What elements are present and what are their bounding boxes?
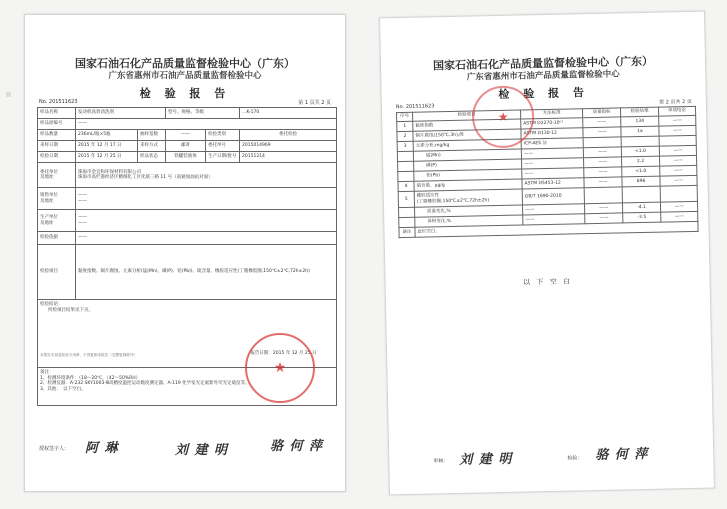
value-client: 珠海市金宜和环保材料有限公司 珠海市高栏港经济区精细化工区化联三路 11 号（南通加油站对面） — [76, 163, 337, 188]
value-sample-state: 铁罐装液体 — [166, 152, 206, 163]
report-number-2: No. 201511623 — [395, 103, 435, 111]
label-items: 检验项目 — [38, 245, 76, 300]
table-row: 锰(Mn) —— —— <1.0 —— — [397, 145, 696, 161]
label-seller: 销售单位 及地址 — [38, 188, 76, 210]
col-header-result: 检验结果 — [620, 107, 658, 117]
table-row: 铅(Pb) —— —— <1.0 —— — [398, 165, 697, 181]
report-number: No. 201511623 — [39, 99, 78, 105]
org-title-2: 国家石油石化产品质量监督检验中心（广东） — [432, 54, 654, 73]
table-row: 体积变化,% —— —— -3.5 —— — [399, 211, 698, 227]
org-subtitle-2: 广东省惠州市石油产品质量监督检验中心 — [466, 69, 620, 83]
reviewer-signature: 刘 建 明 — [175, 443, 229, 458]
report-page-2 — [379, 11, 715, 496]
remarks-label-2: 备注 — [399, 227, 415, 237]
table-row: 质量变化,% —— —— -4.1 —— — [399, 201, 698, 217]
value-arrival-method: 邮寄 — [166, 141, 206, 152]
table-row: 1 黏度指数 ASTM D2270-10ᵉ¹ —— 134 —— — [397, 115, 696, 131]
label-basis: 检验依据 — [38, 232, 76, 245]
approver-signature: 阿 琳 — [85, 441, 119, 456]
value-base-no: —— — [166, 130, 206, 141]
table-row: 2 铜片腐蚀(150℃,3h),级 ASTM D130-12 —— 1a —— — [397, 125, 696, 141]
remarks-text-2: 此栏空白。 — [415, 221, 698, 237]
label-sample-name: 样品名称 — [38, 108, 76, 119]
label-quantity: 样品数量 — [38, 130, 76, 141]
label-inspect-type: 检验类别 — [206, 130, 240, 141]
report-page-1 — [24, 14, 346, 492]
col-header-judge: 单项结论 — [658, 106, 695, 116]
label-sample-state: 样品状态 — [138, 152, 166, 163]
value-maker: —— —— — [76, 210, 337, 232]
label-arrival-date: 来样日期 — [38, 141, 76, 152]
official-stamp — [245, 333, 315, 403]
label-model: 型号、规格、等级 — [166, 108, 240, 119]
report-title: 检 验 报 告 — [139, 87, 231, 100]
value-entrust-no: 2015014969 — [240, 141, 337, 152]
results-table — [396, 106, 699, 238]
stamp-star-icon-2: ★ — [497, 109, 509, 124]
col-header-item: 检验项目 — [413, 110, 521, 121]
value-items: 黏度指数、铜片腐蚀、元素分析(锰(Mn)、磷(P)、铅(Pb))、硫含量、橡胶适应性(丁腈橡胶圈,150℃±2℃,72h±2h) — [76, 245, 337, 300]
value-quantity: 236mL/瓶×5瓶 — [76, 130, 138, 141]
reviewer-signature-2: 刘 建 明 — [459, 451, 513, 468]
table-row: 磷(P) —— —— 2.2 —— — [398, 155, 697, 171]
tester-signature: 骆 何 萍 — [270, 439, 324, 454]
report-title-2: 检 验 报 告 — [498, 86, 590, 101]
sign-date: 报告日期：2015 年 12 月 25 日 — [250, 350, 317, 356]
table-row: 5 橡胶适应性 (丁腈橡胶圈,150℃±2℃,72h±2h) GB/T 1690-2010 — [398, 185, 697, 207]
table-row: 3 元素分析,mg/kg ICP-AES 法 — [397, 135, 696, 151]
col-header-no: 序号 — [397, 112, 413, 121]
label-client: 委托单位 及地址 — [38, 163, 76, 188]
scan-edge-mark — [6, 92, 11, 97]
stamp-star-icon: ★ — [273, 360, 287, 376]
stamp-note: 本报告未加盖检验专用章、不得复制本报告（完整复制除外） — [40, 353, 138, 357]
reviewer-label-2: 审核： — [433, 458, 449, 465]
value-basis: —— — [76, 232, 337, 245]
col-header-method: 方法标准 — [520, 109, 582, 119]
page-info-2: 第 2 页共 2 页 — [659, 98, 692, 106]
label-base-no: 抽样基数 — [138, 130, 166, 141]
conclusion-label: 检验结论： — [40, 302, 63, 307]
label-prod-date: 生产日期/批号 — [206, 152, 240, 163]
value-seller: —— —— — [76, 188, 337, 210]
page-info: 第 1 页共 2 页 — [298, 100, 331, 106]
value-inspect-type: 委托检验 — [240, 130, 337, 141]
remark-3: 3、其他： 以下空白。 — [40, 386, 86, 392]
label-entrust-no: 委托单号 — [206, 141, 240, 152]
value-sample-name: 发动机高效清洗剂 — [76, 108, 166, 119]
conclusion-text: 所检项目结果见下页。 — [48, 307, 93, 313]
label-maker: 生产单位 及地址 — [38, 210, 76, 232]
table-row: 4 硫含量，μg/g ASTM D5453-12 —— 696 —— — [398, 175, 697, 191]
remark-1: 1、检测环境条件：（18～20℃，（42～50%RH） — [40, 375, 141, 381]
value-model: …K-170 — [240, 108, 337, 119]
value-test-date: 2015 年 12 月 25 日 — [76, 152, 138, 163]
remark-2: 2、检测仪器：A-232 SKY1003-Ⅲ高精度温控运动黏度测定器、A-119 化学发光定氮紫外荧光定硫仪等。 — [40, 381, 250, 386]
col-header-quality: 质量指标 — [582, 108, 620, 118]
tester-signature-2: 骆 何 萍 — [595, 446, 649, 464]
label-test-date: 检验日期 — [38, 152, 76, 163]
org-title: 国家石油石化产品质量监督检验中心（广东） — [75, 57, 295, 70]
label-arrival-method: 来样方式 — [138, 141, 166, 152]
value-prod-date: 20151214 — [240, 152, 337, 163]
tester-label-2: 检验： — [567, 455, 583, 462]
org-subtitle: 广东省惠州市石油产品质量监督检验中心 — [108, 71, 262, 81]
blank-below-note: 以 下 空 白 — [523, 277, 573, 287]
label-sample-no: 样品原编号 — [38, 119, 76, 130]
approver-label: 授权签字人： — [39, 446, 70, 452]
value-arrival-date: 2015 年 12 月 17 日 — [76, 141, 138, 152]
remarks-label: 备注： — [40, 370, 54, 375]
value-sample-no: —— — [76, 119, 337, 130]
